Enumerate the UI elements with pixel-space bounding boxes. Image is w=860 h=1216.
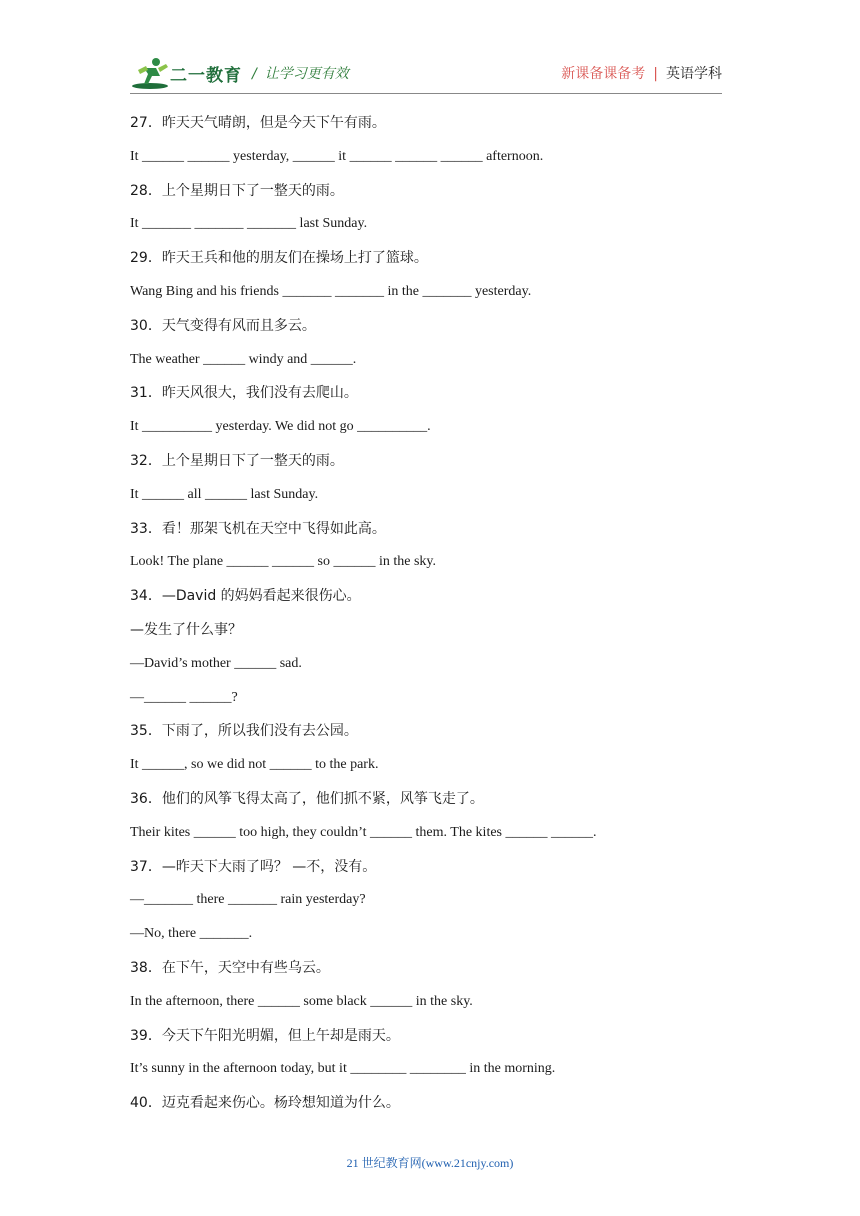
question-list: [130, 108, 730, 1122]
question-38-cn: 38．在下午，天空中有些乌云。: [130, 959, 330, 976]
question-28-cn: 28．上个星期日下了一整天的雨。: [130, 182, 344, 199]
question-38-en: In the afternoon, there ______ some black ______ in the sky.: [130, 993, 473, 1009]
question-32-en: It ______ all ______ last Sunday.: [130, 486, 319, 502]
question-29-en: Wang Bing and his friends _______ _______ in the _______ yesterday.: [130, 283, 532, 299]
question-37-en-2: —No, there _______.: [130, 926, 253, 942]
slogan-slash: /: [252, 66, 257, 82]
question-31-en: It __________ yesterday. We did not go __________.: [130, 419, 431, 435]
question-29-cn: 29．昨天王兵和他的朋友们在操场上打了篮球。: [130, 250, 428, 267]
question-27-cn: 27．昨天天气晴朗，但是今天下午有雨。: [130, 115, 386, 131]
question-34-en-2: —______ ______?: [130, 689, 238, 705]
question-27-en: It ______ ______ yesterday, ______ it ______ ______ ______ afternoon.: [130, 148, 544, 164]
header-subject-label: 英语学科: [666, 66, 722, 82]
question-30-cn: 30．天气变得有风而且多云。: [130, 317, 316, 334]
slogan: [252, 63, 349, 83]
logo-text: 二一教育: [170, 66, 242, 86]
question-36-cn: 36．他们的风筝飞得太高了，他们抓不紧，风筝飞走了。: [130, 790, 484, 807]
question-40-cn: 40．迈克看起来伤心。杨玲想知道为什么。: [130, 1095, 400, 1112]
question-30-en: The weather ______ windy and ______.: [130, 351, 357, 367]
header-tagline: 新课备课备考: [561, 66, 646, 82]
question-39-cn: 39．今天下午阳光明媚，但上午却是雨天。: [130, 1027, 400, 1044]
question-34-cn-2: —发生了什么事？: [130, 621, 242, 638]
question-35-en: It ______, so we did not ______ to the park.: [130, 757, 379, 773]
header-separator: |: [653, 66, 658, 82]
question-33-en: Look! The plane ______ ______ so ______ in the sky.: [130, 554, 437, 570]
header-subject: [561, 63, 722, 83]
slogan-text: 让学习更有效: [264, 66, 349, 82]
page-header: [130, 52, 730, 92]
question-34-cn: 34．—David 的妈妈看起来很伤心。: [130, 588, 361, 605]
question-28-en: It _______ _______ _______ last Sunday.: [130, 216, 368, 232]
question-34-en: —David’s mother ______ sad.: [130, 655, 302, 671]
question-37-en: —_______ there _______ rain yesterday?: [130, 892, 366, 908]
header-divider: [130, 93, 722, 94]
page-footer[interactable]: 21 世纪教育网(www.21cnjy.com): [346, 1156, 514, 1170]
question-36-en: Their kites ______ too high, they couldn’t ______ them. The kites ______ ______.: [130, 824, 597, 840]
question-37-cn: 37．—昨天下大雨了吗？ —不，没有。: [130, 858, 377, 875]
question-33-cn: 33．看！那架飞机在天空中飞得如此高。: [130, 520, 386, 537]
question-31-cn: 31．昨天风很大，我们没有去爬山。: [130, 385, 358, 402]
question-32-cn: 32．上个星期日下了一整天的雨。: [130, 452, 344, 469]
question-35-cn: 35．下雨了，所以我们没有去公园。: [130, 723, 358, 740]
question-39-en: It’s sunny in the afternoon today, but it ________ ________ in the morning.: [130, 1061, 556, 1077]
